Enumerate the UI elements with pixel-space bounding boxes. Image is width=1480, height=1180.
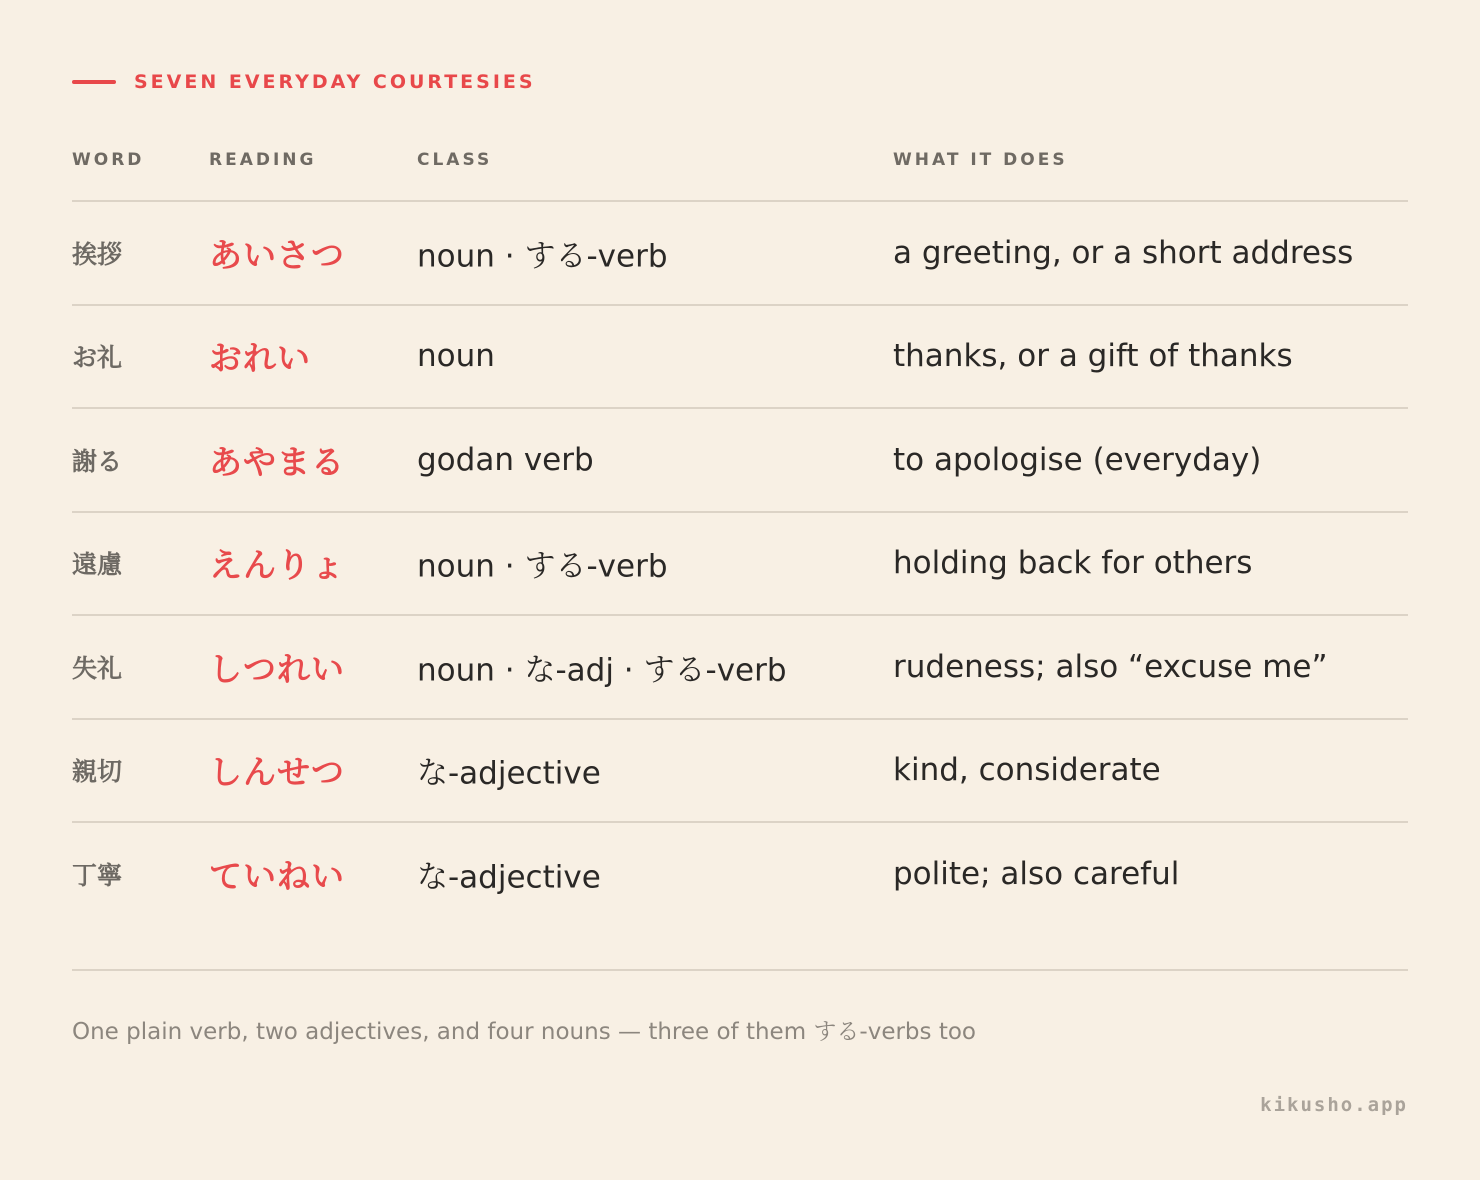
page — [72, 0, 1408, 1180]
table-row — [72, 409, 1408, 513]
reading-cell: あやまる — [209, 442, 345, 482]
class-cell: な-adjective — [417, 859, 601, 896]
meaning-cell: polite; also careful — [893, 855, 1180, 892]
class-cell: godan verb — [417, 441, 594, 478]
divider — [72, 969, 1408, 971]
meaning-cell: to apologise (everyday) — [893, 441, 1262, 478]
word-cell: 丁寧 — [72, 860, 123, 890]
table-row — [72, 823, 1408, 925]
reading-cell: ていねい — [209, 856, 345, 896]
table-row — [72, 306, 1408, 410]
class-cell: noun · な-adj · する-verb — [417, 652, 787, 689]
table-row — [72, 616, 1408, 720]
reading-cell: えんりょ — [209, 545, 345, 585]
page-title: SEVEN EVERYDAY COURTESIES — [134, 71, 536, 93]
footnote: One plain verb, two adjectives, and four nouns — three of them する-verbs too — [72, 1019, 976, 1045]
reading-cell: おれい — [209, 338, 311, 378]
word-cell: 親切 — [72, 757, 123, 787]
reading-cell: あいさつ — [209, 235, 345, 275]
class-cell: noun · する-verb — [417, 238, 668, 275]
vocabulary-table — [72, 138, 1408, 925]
column-header-class: CLASS — [417, 150, 493, 170]
meaning-cell: holding back for others — [893, 545, 1253, 582]
class-cell: noun — [417, 338, 495, 375]
column-header-reading: READING — [209, 150, 317, 170]
word-cell: 挨拶 — [72, 239, 123, 269]
section-eyebrow — [72, 70, 536, 94]
meaning-cell: a greeting, or a short address — [893, 234, 1354, 271]
table-row — [72, 202, 1408, 306]
table-row — [72, 720, 1408, 824]
word-cell: 謝る — [72, 446, 123, 476]
word-cell: 失礼 — [72, 653, 123, 683]
class-cell: noun · する-verb — [417, 548, 668, 585]
accent-rule — [72, 80, 116, 84]
reading-cell: しんせつ — [209, 752, 345, 792]
column-header-what-it-does: WHAT IT DOES — [893, 150, 1068, 170]
word-cell: 遠慮 — [72, 550, 123, 580]
brand-link[interactable]: kikusho.app — [1260, 1094, 1408, 1116]
meaning-cell: thanks, or a gift of thanks — [893, 338, 1293, 375]
word-cell: お礼 — [72, 343, 123, 373]
reading-cell: しつれい — [209, 649, 345, 689]
table-header — [72, 138, 1408, 202]
table-row — [72, 513, 1408, 617]
column-header-word: WORD — [72, 150, 145, 170]
meaning-cell: rudeness; also “excuse me” — [893, 648, 1328, 685]
class-cell: な-adjective — [417, 755, 601, 792]
meaning-cell: kind, considerate — [893, 752, 1161, 789]
